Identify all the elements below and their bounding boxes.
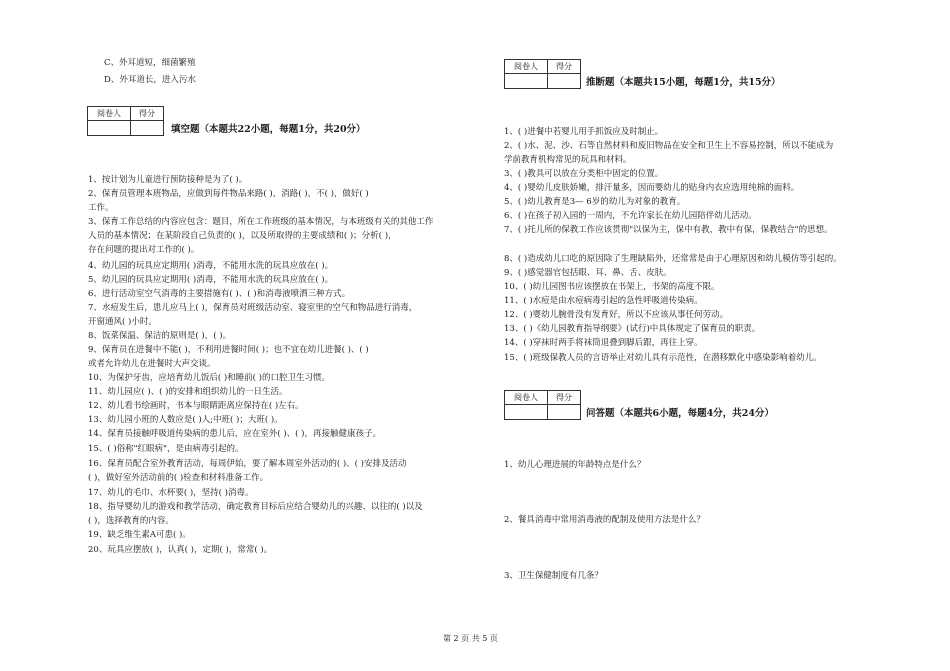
question-line: 人员的基本情况；在某阶段自己负责的( )，以及所取得的主要成绩和( )；分析( )， <box>88 231 397 241</box>
question-line: 开窗通风( )小时。 <box>88 317 157 327</box>
score-table-qa <box>504 390 581 420</box>
score-cell <box>131 121 164 136</box>
judgement-line: 5、( )幼儿教育是3— 6岁的幼儿为对象的教育。 <box>504 197 686 207</box>
reviewer-label: 阅卷人 <box>88 107 131 121</box>
score-label: 得分 <box>548 391 581 405</box>
judgement-line: 6、( )在孩子初入园的一周内，不允许家长在幼儿园陪伴幼儿活动。 <box>504 211 757 221</box>
question-line: 或者允许幼儿在进餐时大声交谈。 <box>88 359 216 369</box>
question-line: 6、进行活动室空气消毒的主要措施有( )、( )和消毒液喷洒三种方式。 <box>88 289 351 299</box>
question-line: 7、水痘发生后，患儿应马上( )，保育员对班级活动室、寝室里的空气和物品进行消毒， <box>88 303 418 313</box>
question-line: 2、保育员管理本班物品，应做到每件物品来路( )，消路( )，不( )，做好( ) <box>88 189 369 199</box>
judgement-line: 3、( )教具可以放在分类柜中固定的位置。 <box>504 169 664 179</box>
judgement-line: 14、( )穿袜时两手将袜筒退叠到脚后跟，再往上穿。 <box>504 338 703 348</box>
question-line: 9、保育员在进餐中不能( )，不利用进餐时间( )；也不宜在幼儿进餐( )、( ) <box>88 345 369 355</box>
score-cell <box>548 405 581 420</box>
question-line: 5、幼儿园的玩具应定期用( )消毒，不能用水洗的玩具应放在( )。 <box>88 275 334 285</box>
reviewer-cell <box>505 74 548 89</box>
page-footer: 第 2 页 共 5 页 <box>443 634 498 643</box>
question-line: 20、玩具应摆放( )，认真( )，定期( )，常常( )。 <box>88 545 273 555</box>
question-line: 15、( )俗称"红眼病"，是由病毒引起的。 <box>88 444 244 454</box>
reviewer-label: 阅卷人 <box>505 60 548 74</box>
qa-question: 1、幼儿心理进展的年龄特点是什么？ <box>504 460 646 470</box>
question-line: 17、幼儿的毛巾、水杯要( )，坚持( )消毒。 <box>88 488 254 498</box>
judgement-line: 9、( )感觉器官包括眼、耳、鼻、舌、皮肤。 <box>504 268 672 278</box>
question-line: 工作。 <box>88 203 114 213</box>
question-line: 8、饭菜保温、保洁的原则是( )，( )。 <box>88 331 232 341</box>
score-label: 得分 <box>548 60 581 74</box>
question-line: 存在问题的提出对工作的( )。 <box>88 245 200 255</box>
reviewer-label: 阅卷人 <box>505 391 548 405</box>
judgement-line: 11、( )水痘是由水痘病毒引起的急性呼吸道传染病。 <box>504 296 703 306</box>
question-line: 3、保育工作总结的内容应包含：题目，所在工作班级的基本情况，与本班级有关的其他工作 <box>88 217 434 227</box>
section-title-fill-blank: 填空题（本题共22小题，每题1分，共20分） <box>171 124 366 135</box>
qa-question: 2、餐具消毒中常用消毒液的配制及使用方法是什么？ <box>504 515 705 525</box>
question-line: 16、保育员配合室外教育活动，每周伊始，要了解本周室外活动的( )、( )安排及活动 <box>88 459 407 469</box>
judgement-line: 4、( )婴幼儿皮肤娇嫩，排汗量多，因而婴幼儿的贴身内衣应选用纯棉的面料。 <box>504 183 800 193</box>
judgement-line: 2、( )水、泥、沙、石等自然材料和废旧物品在安全和卫生上不容易控制，所以不能成为 <box>504 141 834 151</box>
question-line: 12、幼儿看书绘画时，书本与眼睛距离应保持在( )左右。 <box>88 401 304 411</box>
judgement-line: 8、( )造成幼儿口吃的原因除了生理缺陷外，还常常是由于心理原因和幼儿模仿等引起的。 <box>504 254 842 264</box>
judgement-line: 1、( )进餐中若婴儿用手抓饭应及时制止。 <box>504 127 664 137</box>
question-line: 19、缺乏维生素A可患( )。 <box>88 530 191 540</box>
question-line: 11、幼儿园应( )、( )的安排和组织幼儿的一日生活。 <box>88 387 288 397</box>
question-line: ( )，做好室外活动前的( )检查和材料准备工作。 <box>88 473 269 483</box>
score-table-judgement <box>504 59 581 89</box>
reviewer-cell <box>88 121 131 136</box>
question-line: 4、幼儿园的玩具应定期用( )消毒，不能用水洗的玩具应放在( )。 <box>88 261 334 271</box>
section-title-judgement: 推断题（本题共15小题，每题1分，共15分） <box>586 77 781 88</box>
question-line: ( )，选择教育的内容。 <box>88 516 174 526</box>
score-label: 得分 <box>131 107 164 121</box>
score-cell <box>548 74 581 89</box>
judgement-line: 13、( )《幼儿园教育指导纲要》(试行)中具体规定了保育员的职责。 <box>504 324 761 334</box>
question-line: 13、幼儿园小班的人数应是( )人;中班( )；大班( )。 <box>88 415 283 425</box>
question-line: 1、按计划为儿童进行预防接种是为了( )。 <box>88 175 248 185</box>
judgement-line: 12、( )婴幼儿腕骨没有发育好，所以不应该从事任何劳动。 <box>504 310 729 320</box>
question-line: 14、保育员接触呼吸道传染病的患儿后，应在室外( )、( )，再接触健康孩子。 <box>88 429 381 439</box>
question-line: 18、指导婴幼儿的游戏和教学活动，确定教育目标后应结合婴幼儿的兴趣、以往的( )以及 <box>88 502 423 512</box>
question-line: 10、为保护牙齿，应培育幼儿饭后( )和睡前( )的口腔卫生习惯。 <box>88 373 330 383</box>
option-c: C、外耳道短，细菌繁殖 <box>104 58 196 68</box>
section-title-qa: 问答题（本题共6小题，每题4分，共24分） <box>586 408 774 419</box>
judgement-line: 10、( )幼儿园图书应该摆放在书架上，书架的高度不限。 <box>504 282 720 292</box>
score-table-fill-blank <box>87 106 164 136</box>
option-d: D、外耳道长，进入污水 <box>104 75 196 85</box>
judgement-line: 15、( )班级保教人员的言语举止对幼儿具有示范性，在潜移默化中感染影响着幼儿。 <box>504 353 822 363</box>
judgement-line: 学前教育机构常见的玩具和材料。 <box>504 155 632 165</box>
reviewer-cell <box>505 405 548 420</box>
judgement-line: 7、( )托儿所的保教工作应该贯彻"以保为主，保中有教，教中有保，保教结合"的思想。 <box>504 225 833 235</box>
qa-question: 3、卫生保健制度有几条？ <box>504 571 603 581</box>
